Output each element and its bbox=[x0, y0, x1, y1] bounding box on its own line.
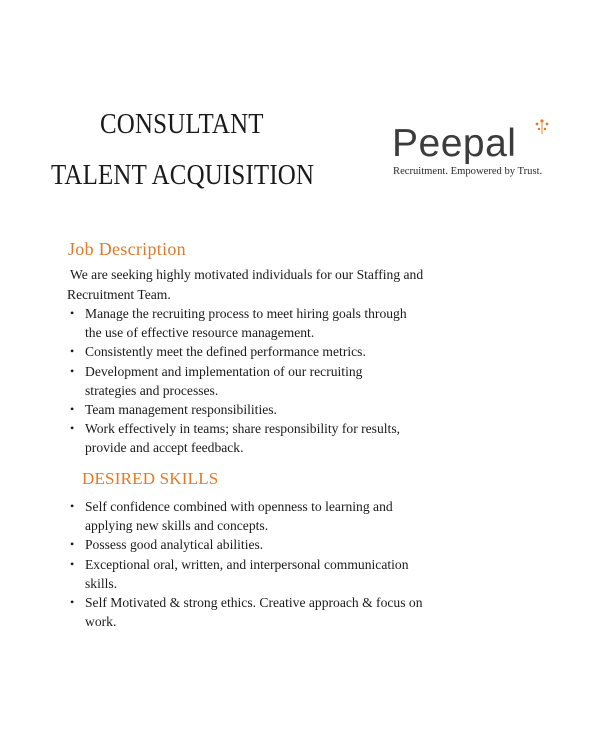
list-item-text: work. bbox=[85, 614, 117, 630]
bullet-icon: • bbox=[70, 421, 75, 436]
job-description-list bbox=[70, 304, 520, 458]
list-item-text: applying new skills and concepts. bbox=[85, 518, 269, 534]
list-item-text: provide and accept feedback. bbox=[85, 440, 244, 456]
job-description-heading: Job Description bbox=[68, 239, 186, 259]
list-item-text: Manage the recruiting process to meet hiring goals through bbox=[85, 306, 407, 321]
list-item bbox=[70, 419, 520, 457]
list-item-text: Work effectively in teams; share responsibility for results, bbox=[85, 421, 401, 437]
list-item bbox=[70, 497, 520, 535]
list-item-text: the use of effective resource management. bbox=[85, 325, 315, 341]
company-logo bbox=[392, 118, 567, 183]
job-description-intro bbox=[67, 265, 537, 304]
bullet-icon: • bbox=[70, 306, 75, 320]
desired-skills-list bbox=[70, 497, 520, 631]
list-item-text: Consistently meet the defined performance metrics. bbox=[85, 344, 366, 360]
list-item bbox=[70, 555, 520, 593]
logo-tagline: Recruitment. Empowered by Trust. bbox=[393, 166, 543, 177]
list-item bbox=[70, 342, 520, 361]
bullet-icon: • bbox=[70, 402, 75, 417]
bullet-icon: • bbox=[70, 556, 75, 571]
bullet-icon: • bbox=[70, 537, 75, 552]
bullet-icon: • bbox=[70, 499, 75, 513]
list-item-text: Development and implementation of our recruiting bbox=[85, 363, 363, 379]
list-item-text: strategies and processes. bbox=[85, 382, 219, 398]
list-item-text: skills. bbox=[85, 575, 118, 591]
list-item bbox=[70, 362, 520, 400]
list-item-text: Self confidence combined with openness to learning and bbox=[85, 499, 393, 514]
logo-wordmark: Peepal bbox=[392, 122, 517, 165]
list-item-text: Self Motivated & strong ethics. Creative approach & focus on bbox=[85, 595, 423, 611]
job-title-line-2: TALENT ACQUISITION bbox=[51, 159, 315, 191]
leaf-sparkle-icon bbox=[532, 118, 552, 136]
intro-line: Recruitment Team. bbox=[67, 286, 171, 302]
bullet-icon: • bbox=[70, 595, 75, 610]
intro-line: We are seeking highly motivated individuals for our Staffing and bbox=[70, 267, 424, 282]
list-item bbox=[70, 400, 520, 419]
desired-skills-heading: DESIRED SKILLS bbox=[82, 469, 219, 488]
job-title-line-1: CONSULTANT bbox=[100, 108, 264, 140]
list-item bbox=[70, 535, 520, 554]
list-item bbox=[70, 593, 520, 631]
list-item-text: Exceptional oral, written, and interpersonal communication bbox=[85, 556, 409, 572]
bullet-icon: • bbox=[70, 363, 75, 378]
list-item bbox=[70, 304, 520, 342]
list-item-text: Team management responsibilities. bbox=[85, 402, 277, 418]
list-item-text: Possess good analytical abilities. bbox=[85, 537, 264, 553]
bullet-icon: • bbox=[70, 344, 75, 359]
